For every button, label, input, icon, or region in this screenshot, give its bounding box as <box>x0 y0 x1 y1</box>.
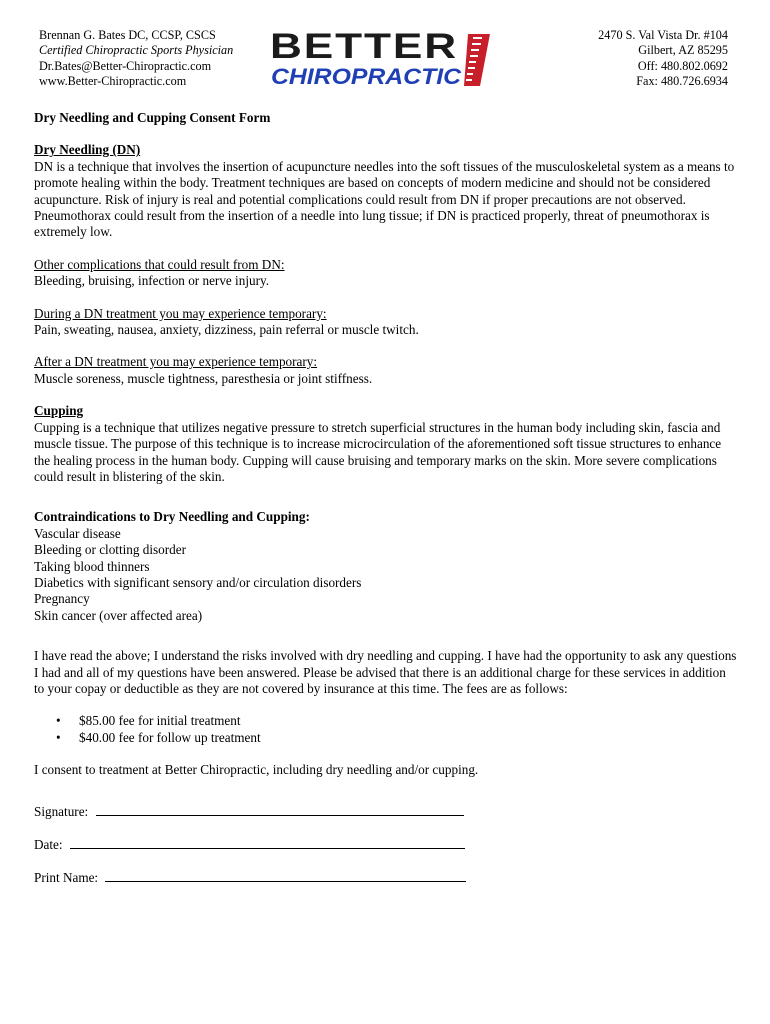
doctor-name: Brennan G. Bates DC, CCSP, CSCS <box>39 28 216 42</box>
contraindication-item: Skin cancer (over affected area) <box>34 607 203 623</box>
other-complications-heading: Other complications that could result from DN: <box>34 256 285 272</box>
office-phone: Off: 480.802.0692 <box>637 58 728 73</box>
doctor-email: Dr.Bates@Better-Chiropractic.com <box>39 58 212 73</box>
doctor-title: Certified Chiropractic Sports Physician <box>39 43 234 58</box>
after-treatment-text: Muscle soreness, muscle tightness, paresthesia or joint stiffness. <box>34 370 373 386</box>
clinic-website: www.Better-Chiropractic.com <box>39 73 187 88</box>
date-label: Date: <box>34 837 63 852</box>
signature-field[interactable] <box>96 803 464 816</box>
date-row <box>34 836 739 853</box>
other-complications-text: Bleeding, bruising, infection or nerve injury. <box>34 273 269 289</box>
fee-list <box>34 713 739 746</box>
address-line-2: Gilbert, AZ 85295 <box>638 43 728 58</box>
clinic-contact <box>598 28 728 89</box>
fee-item-follow-up: • $40.00 fee for follow up treatment <box>34 730 739 746</box>
acknowledgement-text: I have read the above; I understand the risks involved with dry needling and cupping. I have had the opportunity to ask any questions I had and all of my questions have been answered. Please be advised that there is an additional charge for these services in addition to your copay or deductible as they are not covered by insurance at this time. The fees are as follows: <box>34 648 737 696</box>
doctor-info <box>39 28 233 89</box>
form-title: Dry Needling and Cupping Consent Form <box>34 110 271 125</box>
signature-row <box>34 803 739 820</box>
during-treatment-heading: During a DN treatment you may experience temporary: <box>34 305 327 321</box>
dn-heading: Dry Needling (DN) <box>34 142 141 158</box>
dn-description: DN is a technique that involves the insertion of acupuncture needles into the soft tissues of the musculoskeletal system as a means to promote healing within the body. Treatment techniques are based on concepts of modern medicine and should not be considered acupuncture. Risk of injury is real and potential complications could result from DN if proper precautions are not observed. Pneumothorax could result from the insertion of a needle into lung tissue; if DN is practiced properly, threat of pneumothorax is extremely low. <box>34 158 735 240</box>
signature-label: Signature: <box>34 803 89 819</box>
after-treatment-heading: After a DN treatment you may experience temporary: <box>34 354 318 370</box>
contraindication-item: Diabetics with significant sensory and/or circulation disorders <box>34 574 362 590</box>
print-name-row <box>34 869 739 886</box>
print-name-field[interactable] <box>105 869 466 882</box>
fax-number: Fax: 480.726.6934 <box>636 73 728 88</box>
logo-better-text: BETTER <box>270 30 458 66</box>
contraindications-heading: Contraindications to Dry Needling and Cupping: <box>34 509 310 525</box>
form-body <box>34 110 739 887</box>
contraindication-item: Bleeding or clotting disorder <box>34 542 186 558</box>
date-field[interactable] <box>70 836 465 849</box>
logo-chiropractic-text: CHIROPRACTIC <box>271 64 463 89</box>
contraindication-item: Pregnancy <box>34 591 90 607</box>
cupping-description: Cupping is a technique that utilizes negative pressure to stretch superficial structures in the human body including skin, fascia and muscle tissue. The purpose of this technique is to increase microcirculation of the aforementioned soft tissue structures to enhance the healing process in the human body. Cupping will cause bruising and temporary marks on the skin. More severe complications could result in blistering of the skin. <box>34 419 722 484</box>
contraindication-item: Vascular disease <box>34 525 121 541</box>
consent-statement: I consent to treatment at Better Chiropractic, including dry needling and/or cupping. <box>34 762 479 778</box>
contraindication-item: Taking blood thinners <box>34 558 150 574</box>
during-treatment-text: Pain, sweating, nausea, anxiety, dizziness, pain referral or muscle twitch. <box>34 322 419 338</box>
better-chiropractic-logo <box>268 30 493 90</box>
spine-graphic <box>464 34 490 86</box>
address-line-1: 2470 S. Val Vista Dr. #104 <box>598 28 728 42</box>
cupping-heading: Cupping <box>34 403 84 419</box>
print-name-label: Print Name: <box>34 870 99 886</box>
fee-item-initial: • $85.00 fee for initial treatment <box>34 713 739 729</box>
contraindications-list <box>34 526 739 624</box>
